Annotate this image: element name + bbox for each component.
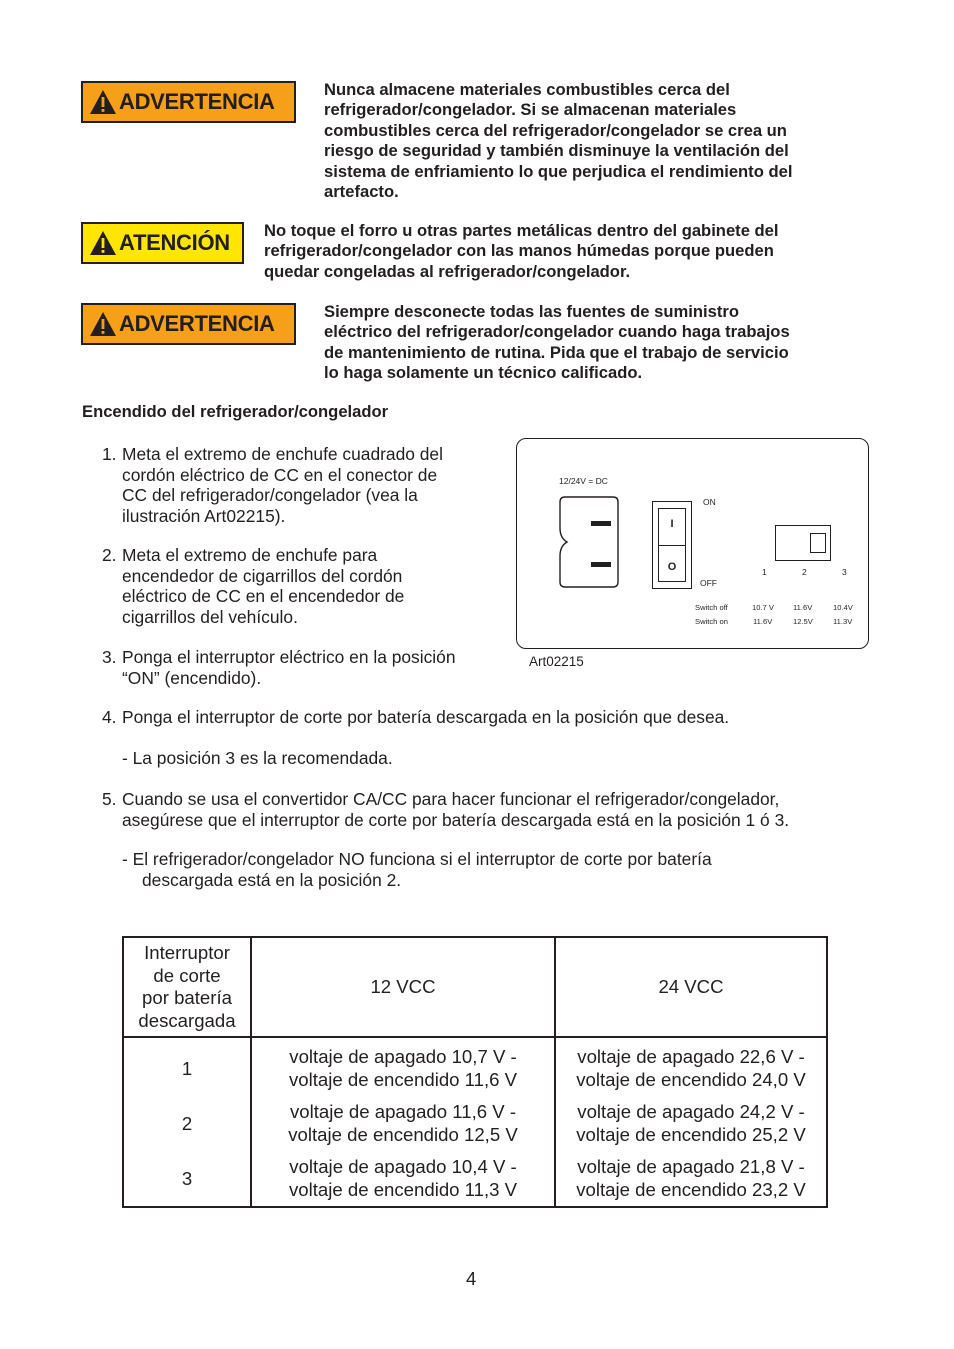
on-label: ON <box>703 497 716 507</box>
switch-off-value-1: 10.7 V <box>752 603 774 612</box>
step-body <box>122 789 789 830</box>
text-line: Meta el extremo de enchufe cuadrado del <box>122 444 443 464</box>
switch-on-value-3: 11.3V <box>833 617 853 626</box>
text-line: Ponga el interruptor eléctrico en la posición <box>122 647 456 667</box>
text-line: eléctrico de CC en el encendedor de <box>122 586 405 607</box>
step-body <box>122 647 456 688</box>
warning-label-text: ADVERTENCIA <box>119 311 275 336</box>
text-line: No toque el forro u otras partes metálicas dentro del gabinete del <box>264 221 779 240</box>
restart-voltage: voltaje de encendido 11,3 V <box>288 1178 518 1200</box>
page-number: 4 <box>466 1268 477 1289</box>
text-line: cordón eléctrico de CC en el conector de <box>122 464 438 485</box>
table-body-row <box>123 1037 827 1207</box>
dc-label: 12/24V = DC <box>559 476 608 486</box>
text-line: sistema de enfriamiento lo que perjudica el rendimiento del <box>324 161 793 181</box>
cutoff-voltage: voltaje de apagado 22,6 V - <box>577 1045 805 1067</box>
cutoff-voltage: voltaje de apagado 10,4 V - <box>289 1155 517 1177</box>
cutoff-voltage: voltaje de apagado 21,8 V - <box>577 1155 805 1177</box>
text-line: ilustración Art02215). <box>122 505 286 526</box>
table-row <box>556 1100 826 1146</box>
restart-voltage: voltaje de encendido 12,5 V <box>288 1123 518 1145</box>
position-cells <box>123 1037 251 1207</box>
warning-label-text: ADVERTENCIA <box>119 89 275 114</box>
step-body <box>122 545 404 627</box>
switch-off-value-2: 11.6V <box>793 603 813 612</box>
slider-knob <box>810 533 826 553</box>
dc-socket-icon <box>559 496 619 588</box>
restart-voltage: voltaje de encendido 23,2 V <box>576 1178 806 1200</box>
header-cell-cutoff: Interruptor de corte por batería descargada <box>123 937 251 1037</box>
warning-triangle-icon <box>89 311 117 337</box>
table-row <box>252 1045 554 1091</box>
illustration-caption: Art02215 <box>529 654 584 669</box>
warning-label-advertencia-2 <box>81 303 296 345</box>
values-24v-cells <box>555 1037 827 1207</box>
warning-triangle-icon <box>89 230 117 256</box>
text-line: Siempre desconecte todas las fuentes de suministro <box>324 302 739 321</box>
control-panel-illustration <box>516 438 869 649</box>
text-line: lo haga solamente un técnico calificado. <box>324 363 643 383</box>
table-row <box>556 1155 826 1201</box>
switch-o-label: O <box>667 561 677 573</box>
switch-off-value-3: 10.4V <box>833 603 853 612</box>
position-1-label: 1 <box>762 567 767 577</box>
off-label: OFF <box>700 578 717 588</box>
header-cell-24v: 24 VCC <box>555 937 827 1037</box>
warning-label-atencion <box>81 222 244 264</box>
text-line: refrigerador/congelador. Si se almacenan materiales <box>324 100 737 120</box>
position-value: 3 <box>181 1168 193 1189</box>
step-4-note: - La posición 3 es la recomendada. <box>122 748 393 768</box>
text-line: combustibles cerca del refrigerador/congelador se crea un <box>324 120 787 140</box>
text-line: quedar congeladas al refrigerador/congelador. <box>264 261 631 281</box>
table-row <box>252 1100 554 1146</box>
text-line: artefacto. <box>324 182 399 202</box>
text-line: Nunca almacene materiales combustibles cerca del <box>324 80 730 99</box>
text-line: asegúrese que el interruptor de corte por batería descargada está en la posición 1 ó 3. <box>122 809 790 830</box>
step-number: 5. <box>102 789 117 809</box>
text-line: “ON” (encendido). <box>122 667 262 688</box>
values-12v-cells <box>251 1037 555 1207</box>
text-line: descargada está en la posición 2. <box>142 869 402 890</box>
cutoff-voltage: voltaje de apagado 10,7 V - <box>289 1045 517 1067</box>
text-line: - El refrigerador/congelador NO funciona si el interruptor de corte por batería <box>122 849 712 869</box>
table-header-row <box>123 937 827 1037</box>
warning-triangle-icon <box>89 89 117 115</box>
text-line: de mantenimiento de rutina. Pida que el trabajo de servicio <box>324 342 789 362</box>
step-5-note <box>122 849 842 890</box>
step-number: 3. <box>102 647 117 667</box>
step-number: 1. <box>102 444 117 464</box>
table-row <box>556 1045 826 1091</box>
switch-on-value-1: 11.6V <box>753 617 773 626</box>
text-line: refrigerador/congelador con las manos húmedas porque pueden <box>264 241 774 261</box>
step-number: 2. <box>102 545 117 565</box>
position-2-label: 2 <box>802 567 807 577</box>
step-body <box>122 707 729 728</box>
position-3-label: 3 <box>842 567 847 577</box>
text-line: Ponga el interruptor de corte por batería descargada en la posición que desea. <box>122 707 730 727</box>
header-cell-12v: 12 VCC <box>251 937 555 1037</box>
voltage-table <box>122 936 828 1208</box>
position-value: 2 <box>181 1113 193 1134</box>
switch-on-label: Switch on <box>695 617 728 626</box>
cutoff-voltage: voltaje de apagado 24,2 V - <box>577 1100 805 1122</box>
warning-label-text: ATENCIÓN <box>119 230 230 255</box>
section-title: Encendido del refrigerador/congelador <box>82 402 389 421</box>
text-line: Meta el extremo de enchufe para <box>122 545 378 565</box>
text-line: CC del refrigerador/congelador (vea la <box>122 485 418 506</box>
step-body <box>122 444 443 526</box>
text-line: riesgo de seguridad y también disminuye la ventilación del <box>324 141 789 161</box>
power-rocker-switch <box>652 501 692 589</box>
restart-voltage: voltaje de encendido 24,0 V <box>576 1068 806 1090</box>
text-line: cigarrillos del vehículo. <box>122 606 298 627</box>
restart-voltage: voltaje de encendido 11,6 V <box>288 1068 518 1090</box>
switch-off-label: Switch off <box>695 603 728 612</box>
text-line: eléctrico del refrigerador/congelador cuando haga trabajos <box>324 322 790 342</box>
warning-text-2 <box>264 221 779 282</box>
warning-text-3 <box>324 302 790 384</box>
table-row <box>252 1155 554 1201</box>
step-number: 4. <box>102 707 117 727</box>
position-value: 1 <box>181 1058 193 1079</box>
cutoff-voltage: voltaje de apagado 11,6 V - <box>289 1100 517 1122</box>
restart-voltage: voltaje de encendido 25,2 V <box>576 1123 806 1145</box>
switch-i-label: I <box>670 518 674 530</box>
switch-on-value-2: 12.5V <box>793 617 813 626</box>
battery-cutoff-slider <box>775 525 831 561</box>
text-line: Cuando se usa el convertidor CA/CC para hacer funcionar el refrigerador/congelador, <box>122 789 780 809</box>
warning-text-1 <box>324 80 792 202</box>
warning-label-advertencia-1 <box>81 81 296 123</box>
text-line: encendedor de cigarrillos del cordón <box>122 565 403 586</box>
